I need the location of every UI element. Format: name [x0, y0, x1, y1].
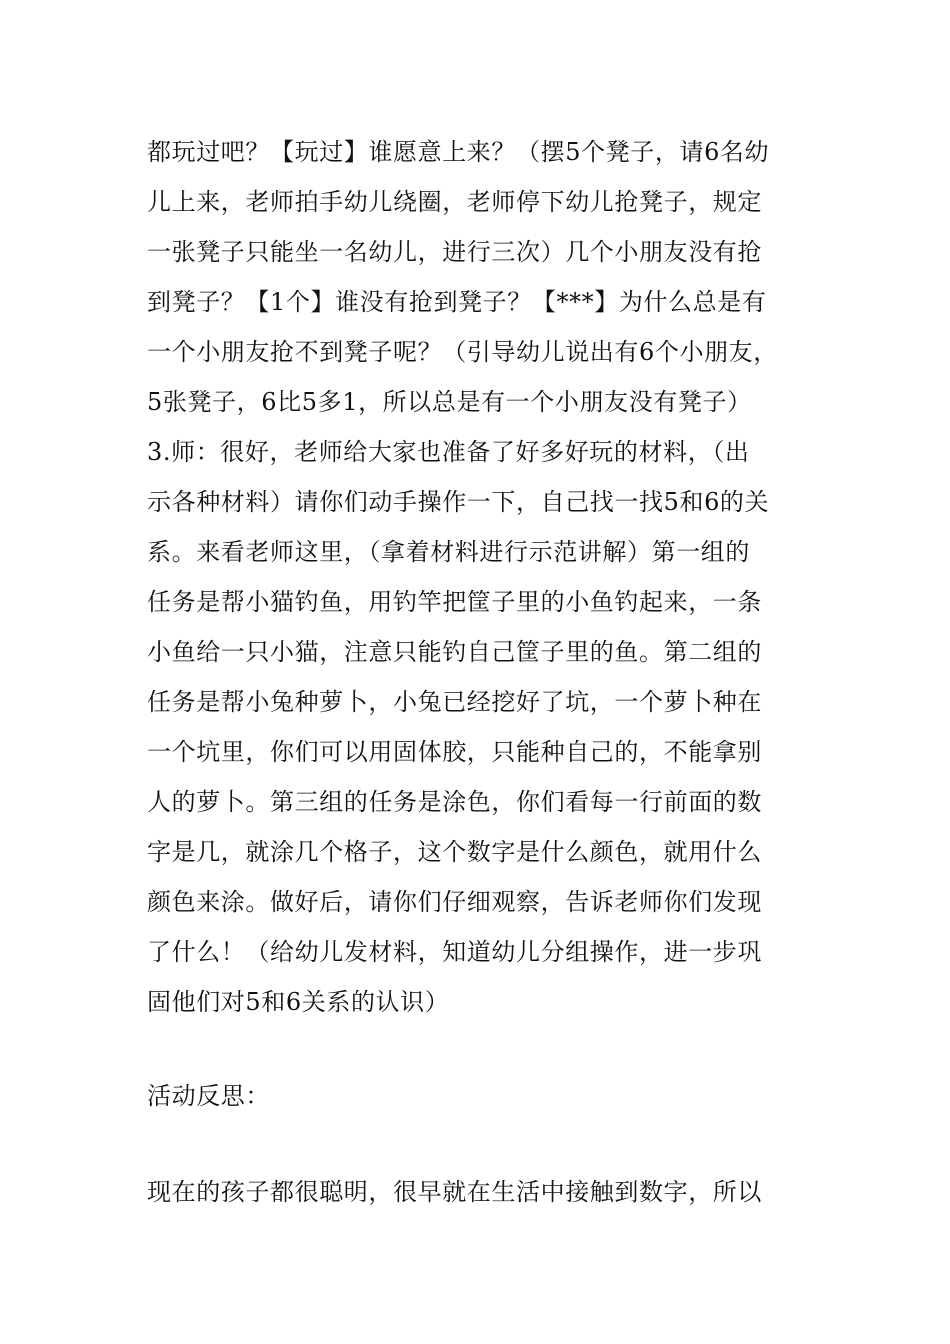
text-line: 5张凳子，6比5多1，所以总是有一个小朋友没有凳子） [147, 388, 752, 416]
text-line: 3.师：很好，老师给大家也准备了好多好玩的材料，（出 [147, 438, 750, 466]
text-line: 系。来看老师这里，（拿着材料进行示范讲解）第一组的 [147, 538, 750, 566]
text-line: 任务是帮小兔种萝卜，小兔已经挖好了坑，一个萝卜种在 [147, 688, 762, 716]
text-line: 示各种材料）请你们动手操作一下，自己找一找5和6的关 [147, 488, 770, 516]
text-line: 一个小朋友抢不到凳子呢？（引导幼儿说出有6个小朋友， [147, 338, 778, 366]
text-line: 小鱼给一只小猫，注意只能钓自己筐子里的鱼。第二组的 [147, 638, 762, 666]
text-line: 都玩过吧？【玩过】谁愿意上来？（摆5个凳子，请6名幼 [147, 138, 770, 166]
text-line: 字是几，就涂几个格子，这个数字是什么颜色，就用什么 [147, 838, 762, 866]
text-line: 颜色来涂。做好后，请你们仔细观察，告诉老师你们发现 [147, 888, 762, 916]
heading-text: 活动反思： [147, 1082, 270, 1110]
section-heading [147, 1071, 807, 1121]
text-line: 到凳子？【1个】谁没有抢到凳子？【***】为什么总是有 [147, 288, 767, 316]
body-paragraph [147, 1167, 807, 1217]
text-line: 一张凳子只能坐一名幼儿，进行三次）几个小朋友没有抢 [147, 238, 762, 266]
text-line: 固他们对5和6关系的认识） [147, 988, 450, 1016]
text-line: 儿上来，老师拍手幼儿绕圈，老师停下幼儿抢凳子，规定 [147, 188, 762, 216]
text-line: 任务是帮小猫钓鱼，用钓竿把筐子里的小鱼钓起来，一条 [147, 588, 762, 616]
body-paragraph [147, 127, 807, 1027]
text-line: 人的萝卜。第三组的任务是涂色，你们看每一行前面的数 [147, 788, 762, 816]
text-line: 一个坑里，你们可以用固体胶，只能种自己的，不能拿别 [147, 738, 762, 766]
text-line: 了什么！（给幼儿发材料，知道幼儿分组操作，进一步巩 [147, 938, 762, 966]
text-line: 现在的孩子都很聪明，很早就在生活中接触到数字，所以 [147, 1178, 762, 1206]
